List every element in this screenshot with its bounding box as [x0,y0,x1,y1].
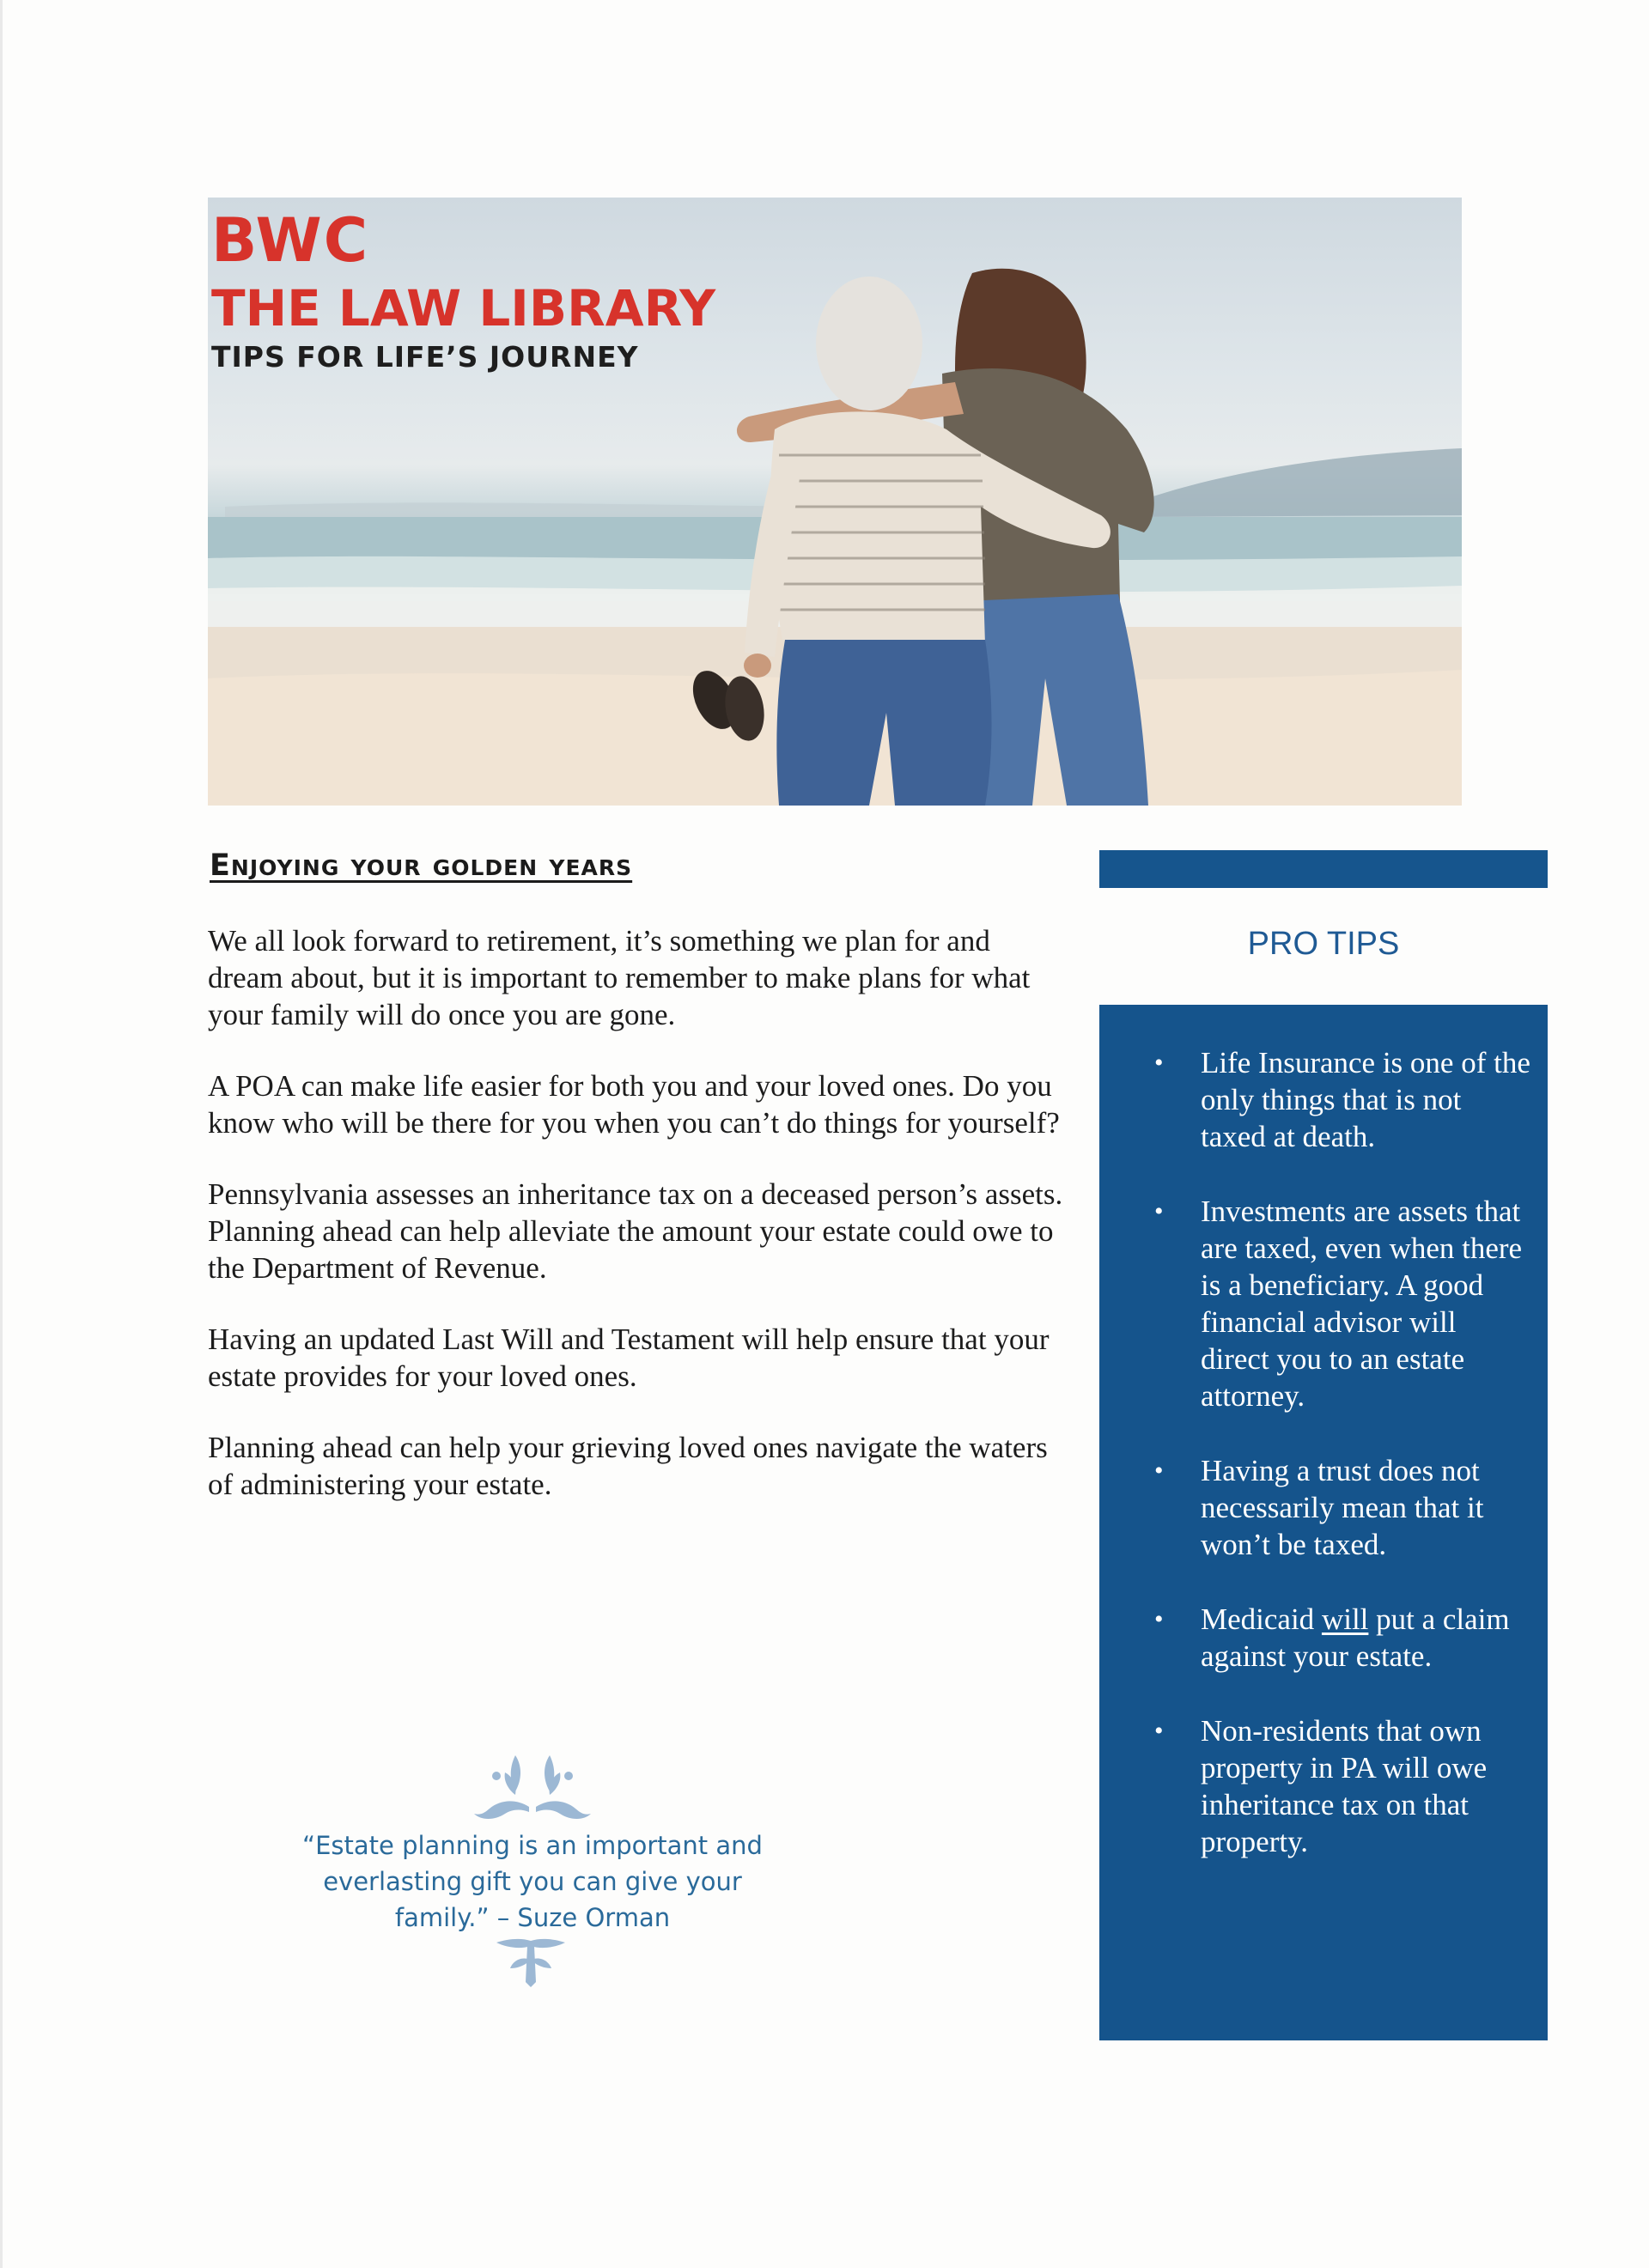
quote: “Estate planning is an important and everlasting gift you can give your family.” – Suze Orman [302,1831,763,1932]
paragraph: Planning ahead can help your grieving loved ones navigate the waters of administering your estate. [208,1431,1048,1501]
hero-banner [208,198,1462,806]
tip-text-start: Medicaid [1201,1602,1322,1636]
paragraph: We all look forward to retirement, it’s something we plan for and dream about, but it is important to remember to make plans for what your family will do once you are gone. [208,924,1031,1031]
paragraph: A POA can make life easier for both you and your loved ones. Do you know who will be there for you when you can’t do things for yourself? [208,1069,1060,1140]
tip-item [1154,1044,1530,1155]
flourish-bottom-icon [488,1934,574,1989]
page-edge [0,0,3,2268]
tip-text: Life Insurance is one of the only things that is not taxed at death. [1201,1046,1530,1153]
tips-heading: PRO TIPS [1247,926,1400,962]
bullet-icon: • [1154,1717,1164,1745]
tip-item [1154,1452,1530,1563]
brand-name: BWC [211,205,370,276]
tip-item [1154,1193,1530,1414]
tips-panel [1099,1005,1548,2040]
hero-text [211,206,715,374]
bullet-icon: • [1154,1049,1164,1077]
tip-text [1201,1602,1510,1673]
bullet-icon: • [1154,1605,1164,1633]
tip-text: Non-residents that own property in PA will owe inheritance tax on that property. [1201,1714,1488,1858]
paragraph: Having an updated Last Will and Testament will help ensure that your estate provides for your loved ones. [208,1322,1050,1393]
article-body [208,922,1067,1537]
tip-text: Investments are assets that are taxed, even when there is a beneficiary. A good financial advisor will direct you to an estate attorney. [1201,1195,1523,1413]
flourish-top-icon [455,1747,610,1824]
tips-list [1154,1044,1530,1860]
tip-item [1154,1601,1530,1675]
tips-header-band [1099,850,1548,888]
tip-text-end: put a claim against your estate. [1201,1602,1510,1673]
tagline: TIPS FOR LIFE’S JOURNEY [211,340,639,374]
bullet-icon: • [1154,1197,1164,1225]
bullet-icon: • [1154,1456,1164,1485]
page-title: THE LAW LIBRARY [211,279,716,337]
tip-item [1154,1712,1530,1860]
section-heading: Enjoying your golden years [210,848,633,883]
tip-text: Having a trust does not necessarily mean that it won’t be taxed. [1201,1454,1484,1561]
tip-text-underlined: will [1321,1602,1369,1636]
paragraph: Pennsylvania assesses an inheritance tax on a deceased person’s assets. Planning ahead can help alleviate the amount your estate could owe to the Department of Revenue. [208,1177,1063,1285]
